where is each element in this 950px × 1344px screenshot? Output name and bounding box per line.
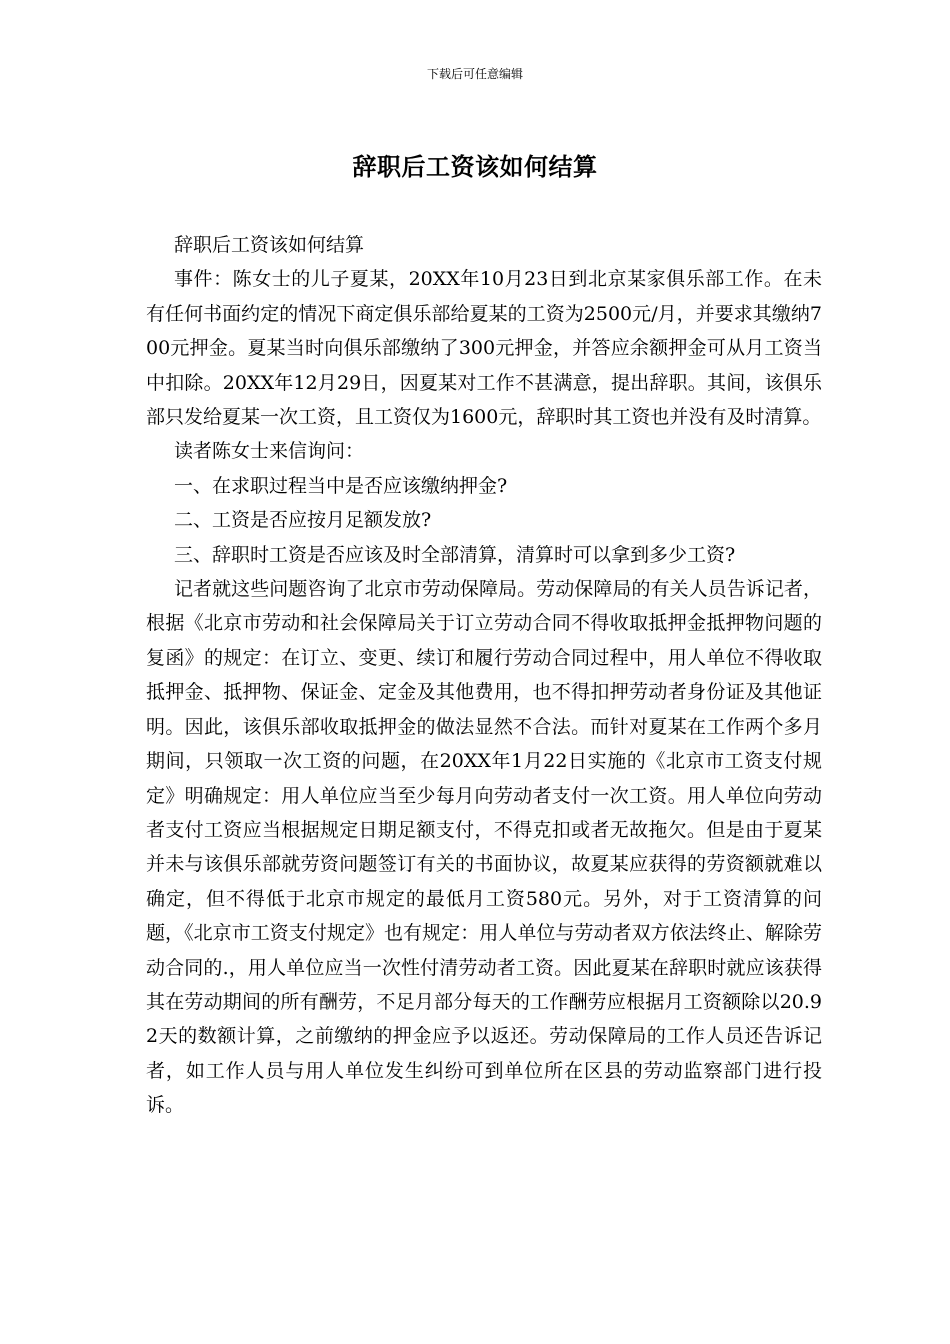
body-paragraph-question-3: 三、辞职时工资是否应该及时全部清算，清算时可以拿到多少工资? (174, 543, 736, 566)
body-paragraph-event: 事件：陈女士的儿子夏某，20XX年10月23日到北京某家俱乐部工作。在未有任何书面约定的情况下商定俱乐部给夏某的工资为2500元/月，并要求其缴纳700元押金。夏某当时向俱乐部缴纳了300元押金，并答应余额押金可从月工资当中扣除。20XX年12月29日，因夏某对工作不甚满意，提出辞职。其间，该俱乐部只发给夏某一次工资，且工资仅为1600元，辞职时其工资也并没有及时清算。 (146, 268, 822, 429)
body-paragraph-question-1: 一、在求职过程当中是否应该缴纳押金? (174, 474, 508, 497)
body-paragraph-answer: 记者就这些问题咨询了北京市劳动保障局。劳动保障局的有关人员告诉记者，根据《北京市劳动和社会保障局关于订立劳动合同不得收取抵押金抵押物问题的复函》的规定：在订立、变更、续订和履行劳动合同过程中，用人单位不得收取抵押金、抵押物、保证金、定金及其他费用，也不得扣押劳动者身份证及其他证明。因此，该俱乐部收取抵押金的做法显然不合法。而针对夏某在工作两个多月期间，只领取一次工资的问题，在20XX年1月22日实施的《北京市工资支付规定》明确规定：用人单位应当至少每月向劳动者支付一次工资。用人单位向劳动者支付工资应当根据规定日期足额支付，不得克扣或者无故拖欠。但是由于夏某并未与该俱乐部就劳资问题签订有关的书面协议，故夏某应获得的劳资额就难以确定，但不得低于北京市规定的最低月工资580元。另外，对于工资清算的问题，《北京市工资支付规定》也有规定：用人单位与劳动者双方依法终止、解除劳动合同的.，用人单位应当一次性付清劳动者工资。因此夏某在辞职时就应该获得其在劳动期间的所有酬劳，不足月部分每天的工作酬劳应根据月工资额除以20.92天的数额计算，之前缴纳的押金应予以返还。劳动保障局的工作人员还告诉记者，如工作人员与用人单位发生纠纷可到单位所在区县的劳动监察部门进行投诉。 (146, 578, 822, 1117)
body-paragraph-subtitle: 辞职后工资该如何结算 (174, 234, 365, 256)
document-body (146, 228, 822, 1123)
body-paragraph-reader-question: 读者陈女士来信询问： (174, 440, 365, 463)
document-title: 辞职后工资该如何结算 (352, 152, 598, 181)
page-header-note: 下载后可任意编辑 (426, 67, 523, 81)
body-paragraph-question-2: 二、工资是否应按月足额发放? (174, 509, 432, 532)
